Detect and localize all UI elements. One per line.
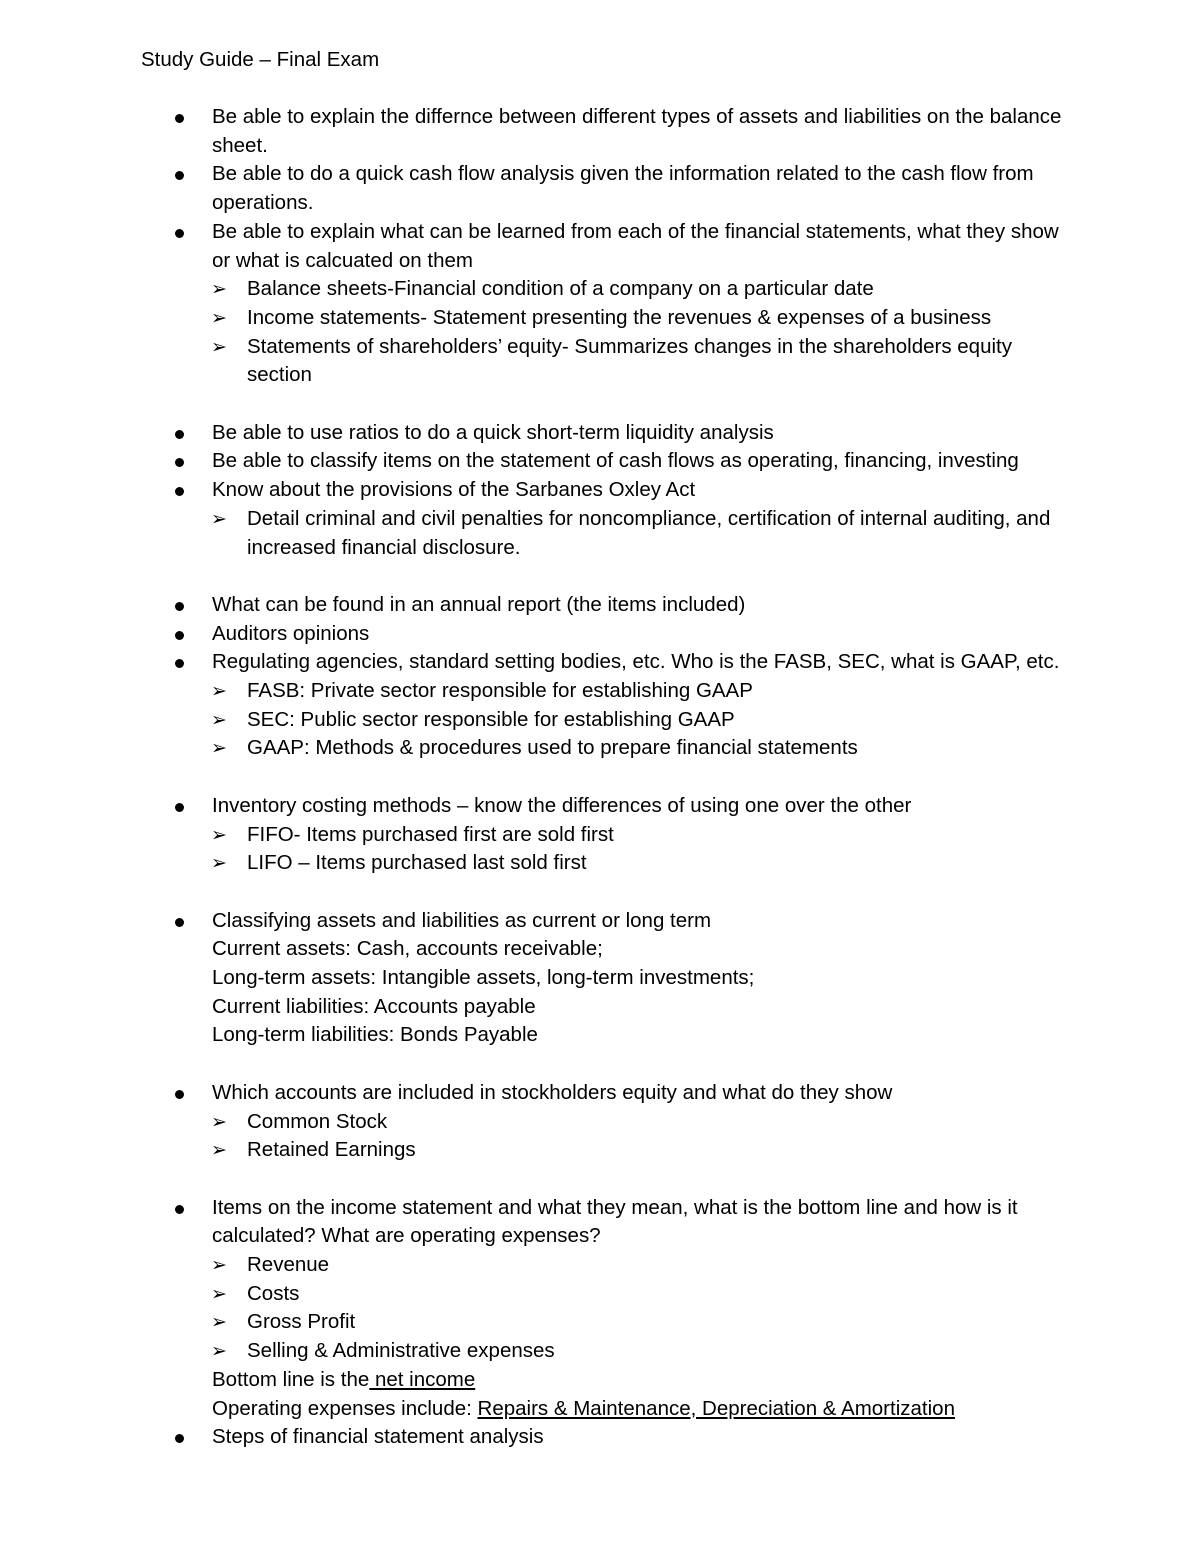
bullet-dot-icon [175, 1434, 184, 1443]
bullet-item: Be able to use ratios to do a quick short-term liquidity analysis [0, 419, 1200, 448]
sub-bullet-item: ➢ Costs [0, 1280, 1200, 1309]
bullet-dot-icon [175, 803, 184, 812]
spacer [0, 763, 1200, 792]
arrow-bullet-icon: ➢ [211, 306, 227, 329]
bullet-item: Classifying assets and liabilities as current or long term [0, 907, 1200, 936]
bullet-dot-icon [175, 631, 184, 640]
sub-bullet-item: ➢ Common Stock [0, 1108, 1200, 1137]
arrow-bullet-icon: ➢ [211, 335, 227, 358]
document-title: Study Guide – Final Exam [141, 48, 380, 71]
arrow-bullet-icon: ➢ [211, 1340, 227, 1363]
spacer [0, 390, 1200, 419]
sub-bullet-item: ➢ Selling & Administrative expenses [0, 1337, 1200, 1366]
sub-bullet-item: ➢ FASB: Private sector responsible for establishing GAAP [0, 677, 1200, 706]
sub-bullet-item: ➢ Balance sheets-Financial condition of a company on a particular date [0, 275, 1200, 304]
document-body [0, 103, 1200, 1452]
bullet-item: Inventory costing methods – know the differences of using one over the other [0, 792, 1200, 821]
bullet-dot-icon [175, 918, 184, 927]
sub-bullet-item: ➢ SEC: Public sector responsible for establishing GAAP [0, 706, 1200, 735]
sub-bullet-item: ➢ FIFO- Items purchased first are sold first [0, 821, 1200, 850]
bullet-dot-icon [175, 458, 184, 467]
bullet-dot-icon [175, 229, 184, 238]
sub-bullet-item: ➢ Gross Profit [0, 1308, 1200, 1337]
arrow-bullet-icon: ➢ [211, 823, 227, 846]
body-line: Long-term assets: Intangible assets, long-term investments; [212, 966, 755, 990]
arrow-bullet-icon: ➢ [211, 737, 227, 760]
bullet-item: Be able to explain what can be learned from each of the financial statements, what they show or what is calcuated on them [0, 218, 1200, 275]
bullet-item: Auditors opinions [0, 620, 1200, 649]
sub-bullet-item: ➢ GAAP: Methods & procedures used to prepare financial statements [0, 734, 1200, 763]
bottom-line-text: Bottom line is the net income [212, 1367, 476, 1391]
bullet-item: What can be found in an annual report (the items included) [0, 591, 1200, 620]
bullet-dot-icon [175, 487, 184, 496]
bullet-dot-icon [175, 171, 184, 180]
arrow-bullet-icon: ➢ [211, 278, 227, 301]
arrow-bullet-icon: ➢ [211, 680, 227, 703]
arrow-bullet-icon: ➢ [211, 1254, 227, 1277]
bullet-dot-icon [175, 659, 184, 668]
bullet-item: Items on the income statement and what they mean, what is the bottom line and how is it calculated? What are operating expenses? [0, 1194, 1200, 1251]
bullet-item: Which accounts are included in stockholders equity and what do they show [0, 1079, 1200, 1108]
body-line: Long-term liabilities: Bonds Payable [212, 1023, 538, 1047]
arrow-bullet-icon: ➢ [211, 1110, 227, 1133]
arrow-bullet-icon: ➢ [211, 507, 227, 530]
operating-expenses-underlined: Repairs & Maintenance, Depreciation & Amortization [477, 1396, 955, 1420]
arrow-bullet-icon: ➢ [211, 1311, 227, 1334]
bullet-dot-icon [175, 114, 184, 123]
bullet-dot-icon [175, 1205, 184, 1214]
bullet-item: Be able to do a quick cash flow analysis given the information related to the cash flow from operations. [0, 160, 1200, 217]
bullet-dot-icon [175, 1090, 184, 1099]
sub-bullet-item: ➢ Retained Earnings [0, 1136, 1200, 1165]
sub-bullet-item: ➢ Revenue [0, 1251, 1200, 1280]
arrow-bullet-icon: ➢ [211, 1282, 227, 1305]
sub-bullet-item: ➢ LIFO – Items purchased last sold first [0, 849, 1200, 878]
sub-bullet-item: ➢ Statements of shareholders’ equity- Summarizes changes in the shareholders equity section [211, 334, 1012, 387]
arrow-bullet-icon: ➢ [211, 1139, 227, 1162]
body-line: Current liabilities: Accounts payable [212, 994, 536, 1018]
sub-bullet-item: ➢ Detail criminal and civil penalties for noncompliance, certification of internal auditing, and increased financial disclosure. [211, 506, 1051, 559]
body-line: Current assets: Cash, accounts receivable; [212, 937, 603, 961]
bullet-dot-icon [175, 430, 184, 439]
spacer [0, 878, 1200, 907]
bullet-item: Be able to classify items on the statement of cash flows as operating, financing, investing [0, 447, 1200, 476]
bullet-item: Regulating agencies, standard setting bodies, etc. Who is the FASB, SEC, what is GAAP, etc. [0, 648, 1200, 677]
bullet-item: Steps of financial statement analysis [0, 1423, 1200, 1452]
spacer [0, 562, 1200, 591]
operating-expenses-text: Operating expenses include: Repairs & Maintenance, Depreciation & Amortization [212, 1396, 955, 1420]
sub-bullet-item: ➢ Income statements- Statement presenting the revenues & expenses of a business [0, 304, 1200, 333]
spacer [0, 1165, 1200, 1194]
bullet-dot-icon [175, 602, 184, 611]
arrow-bullet-icon: ➢ [211, 852, 227, 875]
bullet-item: Be able to explain the differnce between different types of assets and liabilities on the balance sheet. [0, 103, 1200, 160]
net-income-underlined: net income [369, 1367, 476, 1391]
arrow-bullet-icon: ➢ [211, 708, 227, 731]
spacer [0, 1050, 1200, 1079]
bullet-item: Know about the provisions of the Sarbanes Oxley Act [0, 476, 1200, 505]
